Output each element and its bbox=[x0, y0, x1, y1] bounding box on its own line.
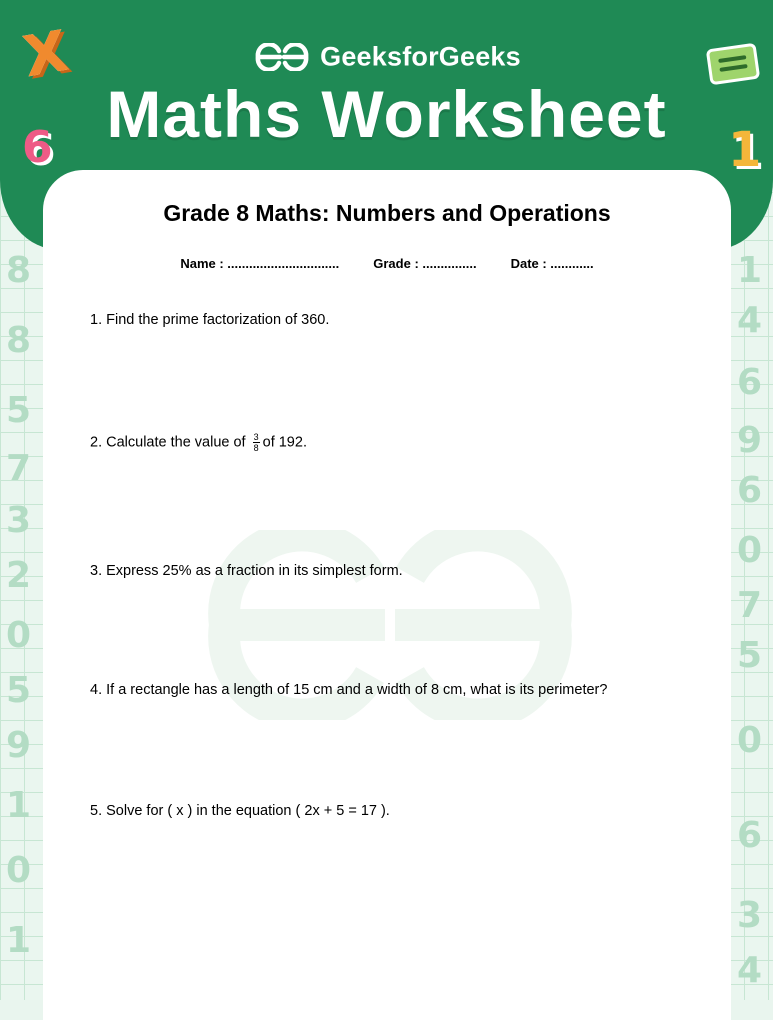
question-5: 5. Solve for ( x ) in the equation ( 2x + 5 = 17 ). bbox=[90, 803, 390, 819]
question-2 bbox=[90, 432, 307, 453]
side-digit-left: 8 bbox=[6, 320, 32, 361]
fraction-numerator: 3 bbox=[253, 432, 259, 442]
question-2-text-end: of 192. bbox=[262, 434, 307, 451]
side-digit-left: 5 bbox=[6, 390, 32, 431]
side-digit-right: 6 bbox=[737, 815, 763, 856]
gfg-logo-icon bbox=[252, 43, 312, 71]
side-digit-right: 4 bbox=[737, 950, 763, 991]
student-info-row bbox=[43, 256, 731, 271]
fraction-denominator: 8 bbox=[253, 443, 259, 453]
page-title: Maths Worksheet bbox=[106, 77, 667, 151]
question-3: 3. Express 25% as a fraction in its simplest form. bbox=[90, 563, 403, 579]
side-digit-right: 6 bbox=[737, 362, 763, 403]
grade-field[interactable]: Grade : ............... bbox=[373, 256, 477, 271]
side-digit-left: 1 bbox=[6, 920, 32, 961]
brand-logo bbox=[0, 40, 773, 72]
question-2-text: 2. Calculate the value of bbox=[90, 434, 246, 451]
side-digit-right: 0 bbox=[737, 530, 763, 571]
question-1: 1. Find the prime factorization of 360. bbox=[90, 312, 330, 328]
digit-one-decoration: 1 bbox=[728, 122, 762, 178]
worksheet-title: Grade 8 Maths: Numbers and Operations bbox=[163, 200, 611, 226]
side-digit-right: 7 bbox=[737, 585, 763, 626]
side-digit-left: 2 bbox=[6, 555, 32, 596]
digit-six-decoration: 6 bbox=[22, 122, 53, 173]
name-field[interactable]: Name : ............................... bbox=[180, 256, 340, 271]
side-digit-left: 9 bbox=[6, 725, 32, 766]
multiply-sign-decoration: X bbox=[18, 18, 73, 91]
date-field[interactable]: Date : ............ bbox=[510, 256, 594, 271]
equals-sign-icon bbox=[706, 43, 761, 86]
fraction bbox=[253, 432, 260, 453]
side-digit-left: 7 bbox=[6, 448, 32, 489]
side-digit-left: 3 bbox=[6, 500, 32, 541]
side-digit-left: 5 bbox=[6, 670, 32, 711]
side-digit-left: 8 bbox=[6, 250, 32, 291]
side-digit-left: 1 bbox=[6, 785, 32, 826]
side-digit-right: 0 bbox=[737, 720, 763, 761]
side-digit-right: 1 bbox=[737, 250, 763, 291]
side-digit-left: 0 bbox=[6, 615, 32, 656]
worksheet-paper bbox=[43, 170, 731, 1020]
side-digit-right: 9 bbox=[737, 420, 763, 461]
side-digit-right: 5 bbox=[737, 635, 763, 676]
side-digit-right: 6 bbox=[737, 470, 763, 511]
question-4: 4. If a rectangle has a length of 15 cm and a width of 8 cm, what is its perimeter? bbox=[90, 682, 608, 698]
brand-name: GeeksforGeeks bbox=[320, 41, 521, 72]
side-digit-left: 0 bbox=[6, 850, 32, 891]
side-digit-right: 4 bbox=[737, 300, 763, 341]
side-digit-right: 3 bbox=[737, 895, 763, 936]
